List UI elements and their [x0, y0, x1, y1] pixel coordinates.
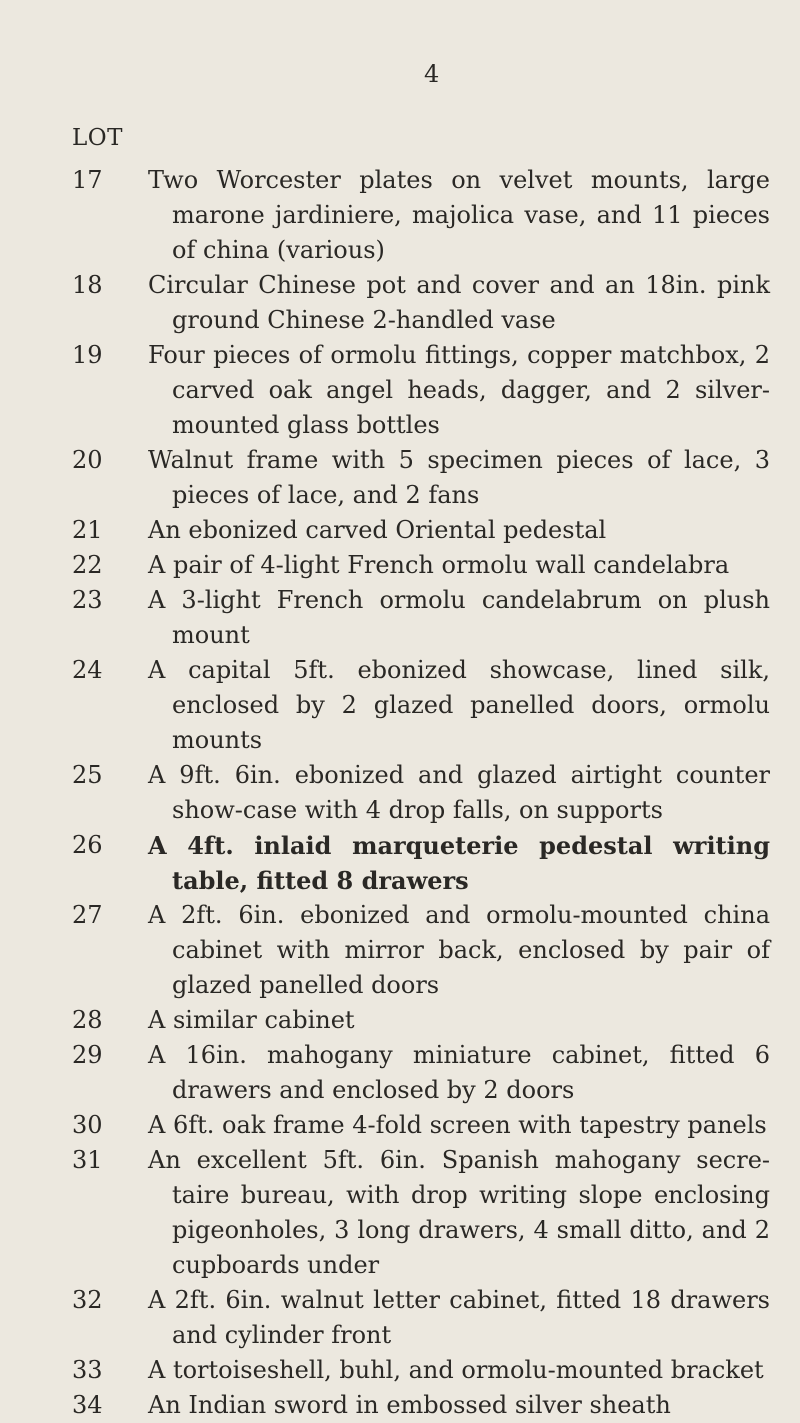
lot-number: 27 — [72, 901, 103, 929]
lot-description: Four pieces of ormolu fittings, copper matchbox, 2 carved oak angel heads, dagger, and 2 silver-mounted glass bottles — [148, 341, 770, 439]
lot-number: 29 — [72, 1041, 103, 1069]
lot-entry — [0, 898, 800, 1003]
page-number: 4 — [424, 60, 440, 88]
lot-entry — [0, 1143, 800, 1283]
lot-column-header: LOT — [72, 125, 123, 151]
lot-entry — [0, 513, 800, 548]
lot-number: 25 — [72, 761, 103, 789]
lot-number: 22 — [72, 551, 103, 579]
lot-number: 32 — [72, 1286, 103, 1314]
lot-description: A capital 5ft. ebonized showcase, lined silk, enclosed by 2 glazed panelled doors, ormolu mounts — [148, 656, 770, 754]
lot-description: A 6ft. oak frame 4-fold screen with tapestry panels — [148, 1111, 767, 1139]
lot-entry — [0, 1003, 800, 1038]
lot-entry — [0, 1038, 800, 1108]
lot-description: Circular Chinese pot and cover and an 18in. pink ground Chinese 2-handled vase — [148, 271, 770, 334]
lot-number: 21 — [72, 516, 103, 544]
lot-entry — [0, 653, 800, 758]
lot-description: A 4ft. inlaid marqueterie pedestal writing table, fitted 8 drawers — [148, 831, 770, 895]
lot-number: 20 — [72, 446, 103, 474]
lot-list — [0, 163, 800, 1423]
lot-entry — [0, 1353, 800, 1388]
lot-entry — [0, 338, 800, 443]
lot-description: Two Worcester plates on velvet mounts, large marone jardiniere, majolica vase, and 11 pieces of china (various) — [148, 166, 770, 264]
lot-description: An ebonized carved Oriental pedestal — [148, 516, 607, 544]
lot-number: 24 — [72, 656, 103, 684]
lot-entry — [0, 1108, 800, 1143]
lot-description: A similar cabinet — [148, 1006, 355, 1034]
lot-number: 31 — [72, 1146, 103, 1174]
lot-number: 19 — [72, 341, 103, 369]
lot-entry — [0, 548, 800, 583]
lot-description: A 2ft. 6in. ebonized and ormolu-mounted china cabinet with mirror back, enclosed by pair of glazed panelled doors — [148, 901, 770, 999]
lot-number: 17 — [72, 166, 103, 194]
lot-entry — [0, 1388, 800, 1423]
lot-description: A 3-light French ormolu candelabrum on plush mount — [148, 586, 770, 649]
lot-number: 23 — [72, 586, 103, 614]
lot-number: 28 — [72, 1006, 103, 1034]
lot-entry — [0, 268, 800, 338]
lot-entry — [0, 828, 800, 898]
lot-entry — [0, 443, 800, 513]
lot-number: 30 — [72, 1111, 103, 1139]
lot-description: An excellent 5ft. 6in. Spanish mahogany secre-taire bureau, with drop writing slope enclosing pigeonholes, 3 long drawers, 4 small ditto, and 2 cupboards under — [148, 1146, 770, 1279]
lot-description: A 2ft. 6in. walnut letter cabinet, fitted 18 drawers and cylinder front — [148, 1286, 770, 1349]
lot-description: A tortoiseshell, buhl, and ormolu-mounted bracket — [148, 1356, 764, 1384]
lot-number: 33 — [72, 1356, 103, 1384]
lot-description: Walnut frame with 5 specimen pieces of lace, 3 pieces of lace, and 2 fans — [148, 446, 770, 509]
lot-description: A 9ft. 6in. ebonized and glazed airtight counter show-case with 4 drop falls, on supports — [148, 761, 770, 824]
lot-number: 18 — [72, 271, 103, 299]
lot-description: An Indian sword in embossed silver sheath — [148, 1391, 671, 1419]
lot-entry — [0, 583, 800, 653]
lot-number: 34 — [72, 1391, 103, 1419]
lot-entry — [0, 758, 800, 828]
lot-description: A 16in. mahogany miniature cabinet, fitted 6 drawers and enclosed by 2 doors — [148, 1041, 770, 1104]
lot-entry — [0, 1283, 800, 1353]
lot-description: A pair of 4-light French ormolu wall candelabra — [148, 551, 730, 579]
lot-entry — [0, 163, 800, 268]
lot-number: 26 — [72, 831, 103, 859]
